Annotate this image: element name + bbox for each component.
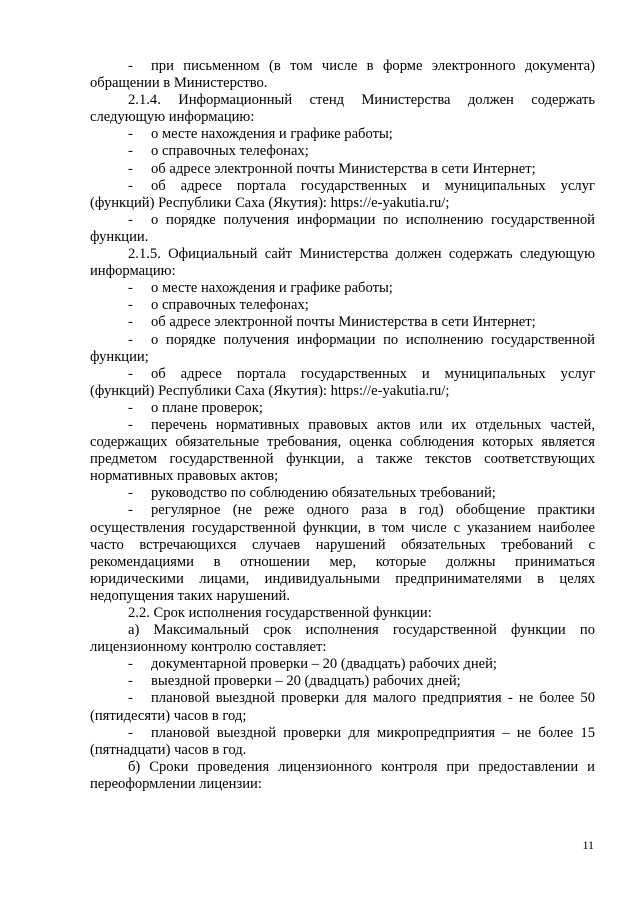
bullet-text: о порядке получения информации по исполнению государственной функции;: [90, 331, 595, 365]
bullet-item: [90, 673, 595, 690]
page-number: 11: [582, 838, 594, 852]
bullet-text: плановой выездной проверки для малого предприятия - не более 50 (пятидесяти) часов в год;: [90, 690, 595, 724]
paragraph: 2.1.4. Информационный стенд Министерства должен содержать следующую информацию:: [90, 92, 595, 126]
bullet-marker: -: [128, 280, 133, 297]
bullet-marker: -: [128, 399, 133, 416]
bullet-text: об адресе портала государственных и муниципальных услуг (функций) Республики Саха (Якутия): https://e-yakutia.ru/;: [90, 365, 595, 399]
paragraph: б) Сроки проведения лицензионного контроля при предоставлении и переоформлении лицензии:: [90, 758, 595, 792]
bullet-text: о месте нахождения и графике работы;: [151, 280, 393, 297]
paragraph: 2.1.5. Официальный сайт Министерства должен содержать следующую информацию:: [90, 246, 595, 280]
bullet-item: [90, 212, 595, 246]
bullet-text: о плане проверок;: [151, 399, 263, 416]
bullet-text: регулярное (не реже одного раза в год) обобщение практики осуществления государственной функции, в том числе с указанием наиболее часто встречающихся случаев нарушений обязательных требований с рекомендациями в отношении мер, которые должны приниматься юридическими лицами, индивидуальными предпринимателями в целях недопущения таких нарушений.: [90, 502, 595, 604]
bullet-marker: -: [128, 58, 133, 74]
bullet-item: [90, 314, 595, 331]
bullet-marker: -: [128, 331, 133, 348]
bullet-item: [90, 400, 595, 417]
document-body: [90, 58, 595, 793]
bullet-item: [90, 725, 595, 759]
bullet-marker: -: [128, 656, 133, 673]
bullet-marker: -: [128, 143, 133, 160]
bullet-marker: -: [128, 177, 133, 194]
bullet-text: о справочных телефонах;: [151, 297, 309, 314]
bullet-text: перечень нормативных правовых актов или их отдельных частей, содержащих обязательные требования, оценка соблюдения которых является предметом государственной функции, а также текстов соответствующих нормативных правовых актов;: [90, 416, 595, 485]
bullet-text: руководство по соблюдению обязательных требований;: [151, 485, 496, 502]
bullet-text: плановой выездной проверки для микропредприятия – не более 15 (пятнадцати) часов в год.: [90, 724, 595, 758]
bullet-text: об адресе электронной почты Министерства в сети Интернет;: [151, 314, 536, 331]
bullet-item: [90, 502, 595, 605]
bullet-item: [90, 332, 595, 366]
bullet-marker: -: [128, 673, 133, 690]
bullet-marker: -: [128, 485, 133, 502]
bullet-item: [90, 366, 595, 400]
bullet-item: [90, 161, 595, 178]
paragraph: 2.2. Срок исполнения государственной функции:: [128, 605, 432, 621]
bullet-item: [90, 485, 595, 502]
bullet-item: [90, 126, 595, 143]
bullet-marker: -: [128, 314, 133, 331]
bullet-text: документарной проверки – 20 (двадцать) рабочих дней;: [151, 656, 497, 673]
bullet-item: [90, 280, 595, 297]
bullet-item: [90, 417, 595, 485]
bullet-marker: -: [128, 126, 133, 143]
bullet-marker: -: [128, 365, 133, 382]
bullet-item: [90, 58, 595, 92]
bullet-marker: -: [128, 724, 133, 741]
bullet-marker: -: [128, 502, 133, 519]
bullet-text: о справочных телефонах;: [151, 143, 309, 160]
bullet-marker: -: [128, 416, 133, 433]
bullet-marker: -: [128, 160, 133, 177]
bullet-item: [90, 690, 595, 724]
bullet-text: о порядке получения информации по исполнению государственной функции.: [90, 211, 595, 245]
paragraph: а) Максимальный срок исполнения государственной функции по лицензионному контролю составляет:: [90, 622, 595, 656]
bullet-text: об адресе электронной почты Министерства в сети Интернет;: [151, 160, 536, 177]
bullet-item: [90, 297, 595, 314]
bullet-text: выездной проверки – 20 (двадцать) рабочих дней;: [151, 673, 461, 690]
bullet-marker: -: [128, 297, 133, 314]
bullet-item: [90, 143, 595, 160]
bullet-text: об адресе портала государственных и муниципальных услуг (функций) Республики Саха (Якутия): https://e-yakutia.ru/;: [90, 177, 595, 211]
bullet-text: при письменном (в том числе в форме электронного документа) обращении в Министерство.: [90, 58, 595, 92]
bullet-text: о месте нахождения и графике работы;: [151, 126, 393, 143]
bullet-item: [90, 656, 595, 673]
bullet-item: [90, 178, 595, 212]
bullet-marker: -: [128, 690, 133, 707]
bullet-marker: -: [128, 211, 133, 228]
